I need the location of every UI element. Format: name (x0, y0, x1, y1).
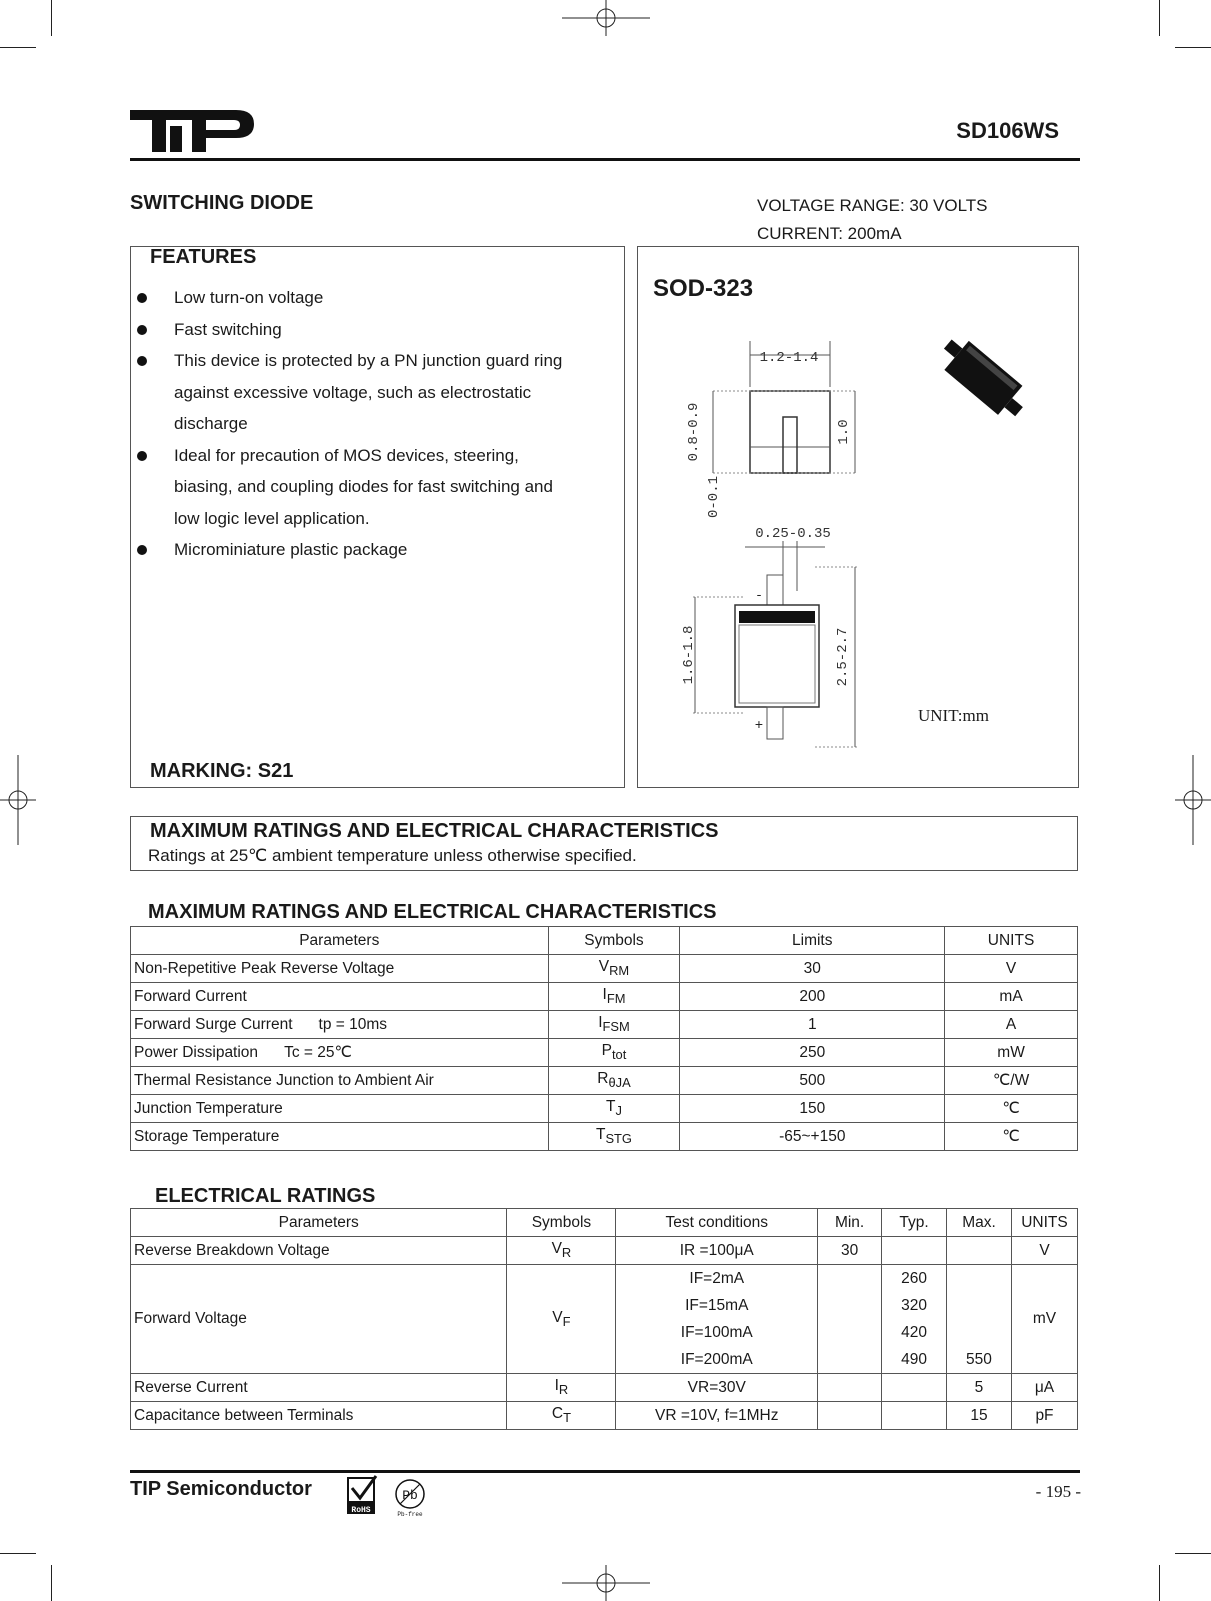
limit-cell (680, 955, 945, 983)
feature-text: Low turn-on voltage (174, 288, 324, 307)
col-header: Test conditions (616, 1209, 818, 1237)
max-value (950, 1237, 1008, 1264)
limit-cell (680, 1011, 945, 1039)
unit-cell (945, 1011, 1078, 1039)
limit-value: 30 (803, 959, 821, 977)
feature-item (134, 345, 614, 440)
param-cell (131, 983, 549, 1011)
feature-text: discharge (174, 414, 248, 433)
limit-value: 200 (799, 987, 826, 1005)
unit-cell (1011, 1374, 1077, 1402)
max-value: 550 (966, 1351, 992, 1368)
param-cell (131, 1237, 507, 1265)
conds-value: VR=30V (687, 1379, 746, 1396)
typ-cell (882, 1237, 947, 1265)
symbol-text: V (551, 1240, 562, 1258)
table-row (131, 1374, 1078, 1402)
page-number: - 195 - (1035, 1482, 1081, 1501)
max-ratings-table (130, 926, 1078, 1151)
param-text: Capacitance between Terminals (134, 1406, 354, 1424)
ratings-info-title: MAXIMUM RATINGS AND ELECTRICAL CHARACTERISTICS (150, 820, 719, 842)
conds-cell (616, 1237, 818, 1265)
param-cell (131, 1265, 507, 1374)
min-value (821, 1319, 878, 1346)
condition-text: tp = 10ms (318, 1015, 388, 1033)
symbol-subscript: RM (609, 963, 630, 979)
limit-cell (680, 1123, 945, 1151)
limit-cell (680, 983, 945, 1011)
symbol-subscript: R (561, 1245, 572, 1261)
header-rule (130, 158, 1080, 161)
min-value: 30 (840, 1242, 859, 1259)
max-value: 5 (974, 1379, 984, 1396)
param-text: Storage Temperature (134, 1127, 280, 1145)
max-value (950, 1319, 1008, 1346)
typ-value (885, 1374, 943, 1401)
conds-value: IF=2mA (689, 1270, 745, 1287)
param-text: Non-Repetitive Peak Reverse Voltage (134, 959, 395, 977)
symbol-subscript: F (562, 1314, 571, 1330)
min-value (821, 1292, 878, 1319)
dim-total-length: 2.5-2.7 (835, 627, 851, 687)
table-row (131, 955, 1078, 983)
registration-mark-right (1175, 755, 1211, 845)
bullet-icon (137, 545, 147, 555)
symbol-subscript: T (563, 1410, 571, 1426)
symbol-cell (548, 983, 680, 1011)
marking: MARKING: S21 (150, 760, 294, 782)
table-row (131, 1067, 1078, 1095)
package-name: SOD-323 (653, 275, 754, 302)
symbol-subscript: FSM (602, 1019, 630, 1035)
typ-cell (882, 1402, 947, 1430)
feature-text: This device is protected by a PN junction guard ring (174, 351, 563, 370)
feature-text: against excessive voltage, such as electrostatic (174, 382, 532, 402)
max-value: 15 (970, 1407, 988, 1424)
feature-text: low logic level application. (174, 508, 370, 528)
feature-item (134, 282, 614, 314)
symbol-cell (507, 1237, 616, 1265)
unit-cell (945, 955, 1078, 983)
symbol-subscript: R (558, 1382, 569, 1398)
typ-value: 420 (901, 1324, 927, 1341)
col-header: Typ. (882, 1209, 947, 1237)
pb-free-label: Pb-free (397, 1511, 423, 1518)
limit-cell (680, 1039, 945, 1067)
min-value (821, 1402, 878, 1429)
typ-value (885, 1402, 943, 1429)
package-dimension-drawing (680, 335, 885, 765)
param-text: Junction Temperature (134, 1099, 283, 1117)
pb-free-icon (393, 1478, 429, 1518)
condition-text: Tc = 25℃ (284, 1044, 352, 1061)
bullet-icon (137, 293, 147, 303)
unit-value: V (1005, 959, 1017, 977)
table-row (131, 1237, 1078, 1265)
unit-cell (945, 983, 1078, 1011)
col-header: Limits (680, 927, 945, 955)
param-text: Forward Surge Current (134, 1015, 293, 1033)
conds-cell (616, 1265, 818, 1374)
features-title: FEATURES (150, 246, 257, 268)
param-text: Forward Voltage (134, 1310, 247, 1327)
unit-value: ℃/W (992, 1072, 1030, 1089)
min-value (821, 1374, 878, 1401)
max-value (950, 1265, 1008, 1292)
feature-text: biasing, and coupling diodes for fast switching and (174, 477, 553, 496)
conds-cell (616, 1374, 818, 1402)
table-row (131, 983, 1078, 1011)
min-cell (818, 1265, 882, 1374)
col-header: UNITS (1011, 1209, 1077, 1237)
conds-value: IF=200mA (680, 1351, 753, 1368)
symbol-cell (548, 1011, 680, 1039)
param-text: Forward Current (134, 987, 247, 1005)
param-cell (131, 1011, 549, 1039)
max-cell (947, 1374, 1012, 1402)
col-header: Symbols (507, 1209, 616, 1237)
col-header: Parameters (131, 927, 549, 955)
param-cell (131, 1402, 507, 1430)
symbol-text: R (597, 1070, 609, 1088)
min-cell (818, 1402, 882, 1430)
unit-cell (1011, 1265, 1077, 1374)
limit-value: 250 (799, 1043, 826, 1061)
typ-value: 320 (901, 1297, 927, 1314)
dim-body-length: 1.6-1.8 (680, 625, 697, 685)
unit-value: mA (999, 987, 1023, 1005)
dim-lead-height: 0.8-0.9 (686, 402, 702, 462)
symbol-cell (507, 1374, 616, 1402)
param-text: Thermal Resistance Junction to Ambient Air (134, 1071, 434, 1089)
unit-value: A (1005, 1015, 1017, 1033)
product-type: SWITCHING DIODE (130, 192, 314, 214)
registration-mark-left (0, 755, 36, 845)
col-header: Max. (947, 1209, 1012, 1237)
param-cell (131, 1123, 549, 1151)
unit-value: ℃ (1002, 1128, 1020, 1145)
limit-cell (680, 1095, 945, 1123)
unit-value: pF (1035, 1406, 1054, 1424)
dim-lead-width: 0.25-0.35 (755, 526, 831, 542)
min-cell (818, 1237, 882, 1265)
symbol-cell (548, 1067, 680, 1095)
conds-value: VR =10V, f=1MHz (655, 1407, 779, 1424)
col-header: Parameters (131, 1209, 507, 1237)
unit-cell (1011, 1237, 1077, 1265)
min-cell (818, 1374, 882, 1402)
symbol-text: T (606, 1098, 616, 1116)
registration-mark-bottom (562, 1565, 650, 1601)
param-text: Reverse Breakdown Voltage (134, 1241, 330, 1259)
unit-value: mV (1032, 1310, 1057, 1327)
feature-item (134, 534, 614, 566)
param-cell (131, 1039, 549, 1067)
feature-text: Ideal for precaution of MOS devices, steering, (174, 445, 519, 465)
dim-top-width: 1.2-1.4 (759, 350, 819, 366)
unit-cell (945, 1039, 1078, 1067)
param-text: Reverse Current (134, 1378, 248, 1396)
pb-label: Pb (402, 1488, 418, 1503)
part-number: SD106WS (956, 118, 1059, 143)
typ-cell (882, 1374, 947, 1402)
typ-value: 260 (901, 1270, 927, 1287)
symbol-text: V (598, 958, 610, 976)
symbol-subscript: J (615, 1103, 622, 1119)
package-3d-icon (930, 328, 1035, 433)
max-cell (947, 1265, 1012, 1374)
param-cell (131, 1067, 549, 1095)
conds-cell (616, 1402, 818, 1430)
param-text: Power Dissipation (134, 1044, 259, 1061)
param-cell (131, 1095, 549, 1123)
bullet-icon (137, 451, 147, 461)
param-cell (131, 955, 549, 983)
min-value (821, 1265, 878, 1292)
table-row (131, 1123, 1078, 1151)
limit-cell (680, 1067, 945, 1095)
cathode-mark: - (755, 588, 763, 603)
param-cell (131, 1374, 507, 1402)
symbol-text: V (552, 1308, 563, 1326)
symbol-text: I (554, 1377, 559, 1395)
tip-logo (130, 108, 256, 154)
max-table-title: MAXIMUM RATINGS AND ELECTRICAL CHARACTERISTICS (148, 901, 717, 923)
feature-text: Fast switching (174, 319, 282, 339)
max-cell (947, 1237, 1012, 1265)
conds-value: IF=15mA (685, 1297, 749, 1314)
voltage-range: VOLTAGE RANGE: 30 VOLTS (757, 196, 988, 215)
elec-table-title: ELECTRICAL RATINGS (155, 1185, 376, 1207)
limit-value: 1 (807, 1015, 817, 1033)
unit-cell (945, 1123, 1078, 1151)
bullet-icon (137, 325, 147, 335)
ratings-info-subtitle: Ratings at 25℃ ambient temperature unless otherwise specified. (148, 846, 637, 865)
unit-value: ℃ (1002, 1100, 1020, 1117)
symbol-cell (507, 1402, 616, 1430)
unit-label: UNIT:mm (918, 706, 989, 725)
typ-value: 490 (901, 1351, 927, 1368)
unit-cell (945, 1067, 1078, 1095)
symbol-cell (548, 1095, 680, 1123)
col-header: UNITS (945, 927, 1078, 955)
limit-value: -65~+150 (779, 1127, 846, 1145)
limit-value: 150 (799, 1099, 826, 1117)
symbol-cell (548, 955, 680, 983)
rohs-label: RoHS (351, 1506, 371, 1515)
table-row (131, 1039, 1078, 1067)
footer-rule (130, 1470, 1080, 1473)
typ-cell (882, 1265, 947, 1374)
registration-mark-top (562, 0, 650, 36)
unit-value: μA (1034, 1378, 1055, 1396)
limit-value: 500 (799, 1071, 826, 1089)
symbol-subscript: FM (606, 991, 626, 1007)
typ-value (885, 1237, 943, 1264)
feature-item (134, 314, 614, 346)
symbol-subscript: tot (611, 1047, 627, 1063)
col-header: Min. (818, 1209, 882, 1237)
table-row (131, 1011, 1078, 1039)
conds-value: IF=100mA (680, 1324, 753, 1341)
electrical-ratings-table (130, 1208, 1078, 1430)
symbol-subscript: STG (605, 1131, 632, 1147)
min-value (821, 1346, 878, 1373)
footer-brand: TIP Semiconductor (130, 1478, 312, 1500)
symbol-subscript: θJA (608, 1075, 631, 1091)
feature-text: Microminiature plastic package (174, 540, 408, 559)
col-header: Symbols (548, 927, 680, 955)
feature-item (134, 440, 614, 535)
current-rating: CURRENT: 200mA (757, 224, 902, 243)
conds-value: IR =100μA (679, 1242, 754, 1259)
symbol-text: C (551, 1405, 564, 1423)
max-value (950, 1292, 1008, 1319)
unit-value: mW (997, 1043, 1025, 1061)
anode-mark: + (754, 718, 764, 734)
unit-cell (1011, 1402, 1077, 1430)
symbol-cell (548, 1123, 680, 1151)
dim-standoff: 0-0.1 (706, 475, 722, 519)
table-row (131, 1402, 1078, 1430)
features-list (134, 282, 614, 566)
rohs-icon (346, 1474, 378, 1516)
symbol-cell (548, 1039, 680, 1067)
symbol-text: I (598, 1014, 603, 1032)
bullet-icon (137, 356, 147, 366)
symbol-cell (507, 1265, 616, 1374)
max-cell (947, 1402, 1012, 1430)
symbol-text: T (595, 1126, 606, 1144)
unit-cell (945, 1095, 1078, 1123)
table-row (131, 1095, 1078, 1123)
table-row (131, 1265, 1078, 1374)
symbol-text: P (601, 1042, 612, 1060)
dim-height: 1.0 (836, 419, 852, 445)
symbol-text: I (602, 986, 607, 1004)
unit-value: V (1039, 1241, 1050, 1259)
